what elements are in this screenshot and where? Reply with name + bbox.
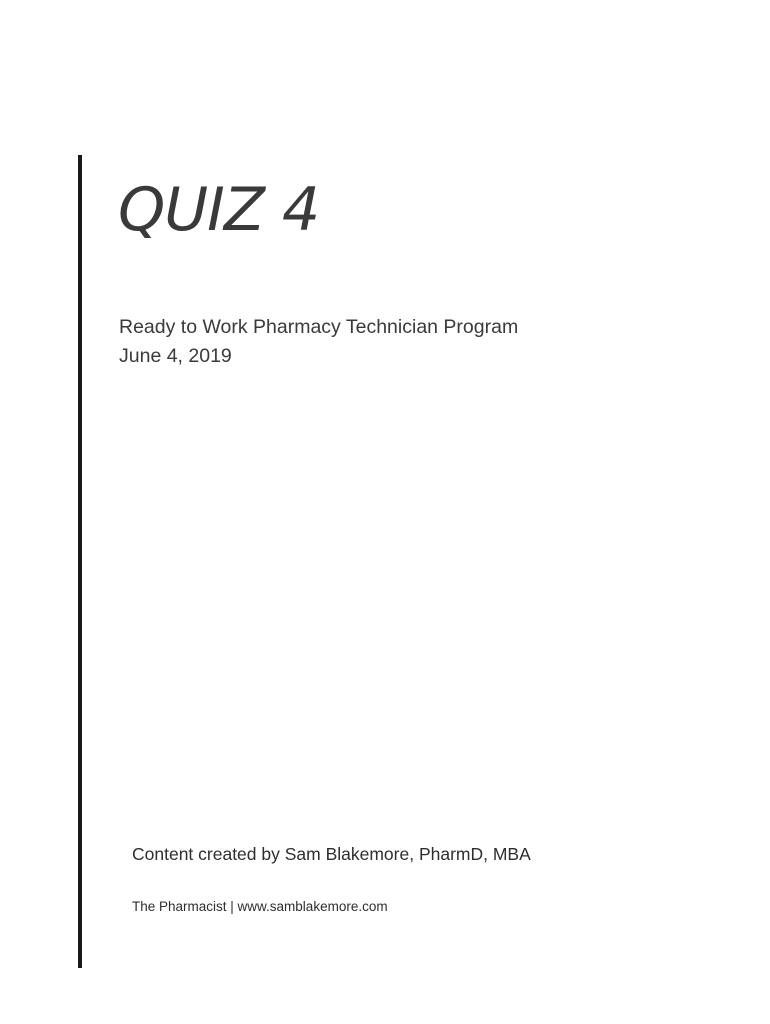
page-title: QUIZ 4: [118, 175, 320, 245]
document-date: June 4, 2019: [119, 345, 232, 367]
author-credit: Content created by Sam Blakemore, PharmD, MBA: [132, 844, 531, 864]
program-name: Ready to Work Pharmacy Technician Program: [119, 316, 519, 338]
vertical-accent-rule: [78, 155, 82, 968]
subtitle-block: [119, 313, 518, 371]
footer-line: The Pharmacist | www.samblakemore.com: [132, 899, 388, 914]
